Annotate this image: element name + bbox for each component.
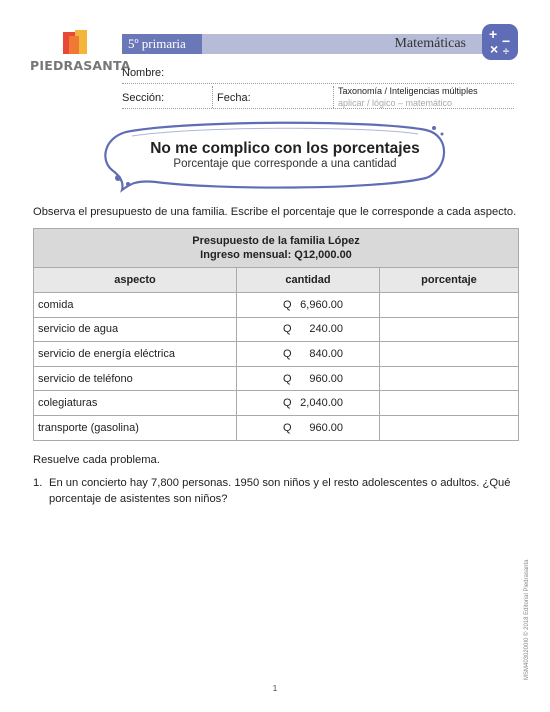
column-header-cantidad: cantidad	[237, 268, 380, 293]
cantidad-cell	[237, 366, 380, 391]
name-field-line[interactable]	[122, 83, 514, 84]
aspecto-cell: colegiaturas	[34, 391, 237, 416]
table-income: Ingreso mensual: Q12,000.00	[200, 249, 352, 261]
table-header	[34, 229, 519, 268]
aspecto-cell: comida	[34, 293, 237, 318]
amount-value: 960.00	[309, 372, 343, 385]
field-divider	[212, 86, 213, 108]
porcentaje-answer-cell[interactable]	[380, 317, 519, 342]
problem-item	[33, 475, 519, 507]
currency-symbol: Q	[283, 347, 292, 360]
porcentaje-answer-cell[interactable]	[380, 293, 519, 318]
page-subtitle: Porcentaje que corresponde a una cantidad	[173, 158, 397, 170]
amount-value: 840.00	[309, 347, 343, 360]
date-field-label: Fecha:	[217, 92, 251, 104]
table-row	[34, 293, 519, 318]
cantidad-cell	[237, 415, 380, 440]
cantidad-cell	[237, 317, 380, 342]
column-header-aspecto: aspecto	[34, 268, 237, 293]
porcentaje-answer-cell[interactable]	[380, 415, 519, 440]
currency-symbol: Q	[283, 397, 292, 410]
aspecto-cell: transporte (gasolina)	[34, 415, 237, 440]
table-row	[34, 366, 519, 391]
subject-label: Matemáticas	[394, 36, 466, 51]
page-number: 1	[272, 684, 278, 693]
table-row	[34, 317, 519, 342]
aspecto-cell: servicio de energía eléctrica	[34, 342, 237, 367]
porcentaje-answer-cell[interactable]	[380, 366, 519, 391]
amount-value: 6,960.00	[300, 298, 343, 311]
section-field-label: Sección:	[122, 92, 165, 104]
section-field-line[interactable]	[122, 108, 514, 109]
cantidad-cell	[237, 342, 380, 367]
porcentaje-answer-cell[interactable]	[380, 391, 519, 416]
amount-value: 240.00	[309, 323, 343, 336]
logo-text: PIEDRASANTA	[30, 58, 131, 73]
side-credit: MSM4030200I0 © 2018 Editorial Piedrasanta	[524, 559, 530, 680]
table-row	[34, 342, 519, 367]
name-field-label: Nombre:	[122, 67, 165, 79]
cantidad-cell	[237, 293, 380, 318]
column-header-porcentaje: porcentaje	[380, 268, 519, 293]
book-logo-icon	[63, 30, 89, 56]
grade-label: 5º primaria	[122, 34, 202, 54]
porcentaje-answer-cell[interactable]	[380, 342, 519, 367]
table-row	[34, 391, 519, 416]
currency-symbol: Q	[283, 421, 292, 434]
plus-minus-times-icon: + − × ÷	[482, 24, 518, 60]
budget-table	[33, 228, 519, 441]
field-divider	[333, 86, 334, 108]
amount-value: 960.00	[309, 421, 343, 434]
page-title: No me complico con los porcentajes	[150, 140, 420, 157]
table-title: Presupuesto de la familia López	[192, 235, 360, 247]
aspecto-cell: servicio de agua	[34, 317, 237, 342]
problem-text: En un concierto hay 7,800 personas. 1950 son niños y el resto adolescentes o adultos. ¿Qué porcentaje de asistentes son niños?	[49, 477, 511, 505]
header-band	[122, 34, 514, 54]
aspecto-cell: servicio de teléfono	[34, 366, 237, 391]
problem-number: 1.	[33, 477, 43, 489]
taxonomy-label: Taxonomía / Inteligencias múltiples	[338, 86, 478, 96]
table-row	[34, 415, 519, 440]
problems-heading: Resuelve cada problema.	[33, 454, 160, 466]
publisher-logo	[30, 30, 131, 73]
currency-symbol: Q	[283, 372, 292, 385]
currency-symbol: Q	[283, 323, 292, 336]
currency-symbol: Q	[283, 298, 292, 311]
cantidad-cell	[237, 391, 380, 416]
taxonomy-value: aplicar / lógico – matemático	[338, 98, 453, 108]
instruction-text: Observa el presupuesto de una familia. Escribe el porcentaje que le corresponde a cada aspecto.	[33, 206, 517, 218]
amount-value: 2,040.00	[300, 397, 343, 410]
